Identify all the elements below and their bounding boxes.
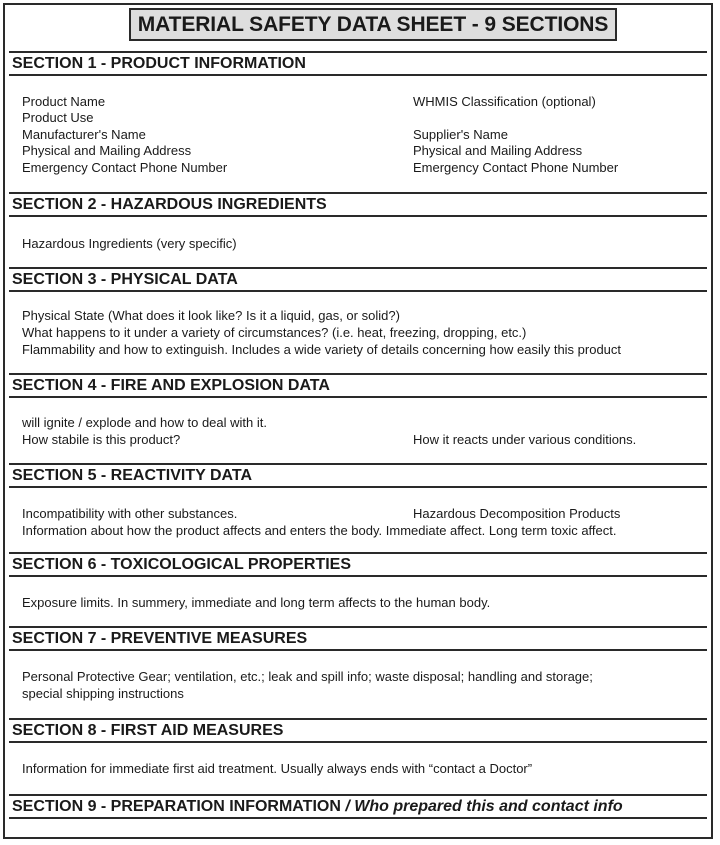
field-label: Incompatibility with other substances.: [22, 506, 238, 521]
field-label: WHMIS Classification (optional): [413, 94, 596, 109]
field-label: Manufacturer's Name: [22, 127, 146, 142]
field-label: Physical State (What does it look like? Is it a liquid, gas, or solid?): [22, 308, 400, 323]
section-heading: SECTION 1 - PRODUCT INFORMATION: [9, 51, 707, 76]
field-label: Flammability and how to extinguish. Includes a wide variety of details concerning how easily this product: [22, 342, 622, 357]
field-label: Hazardous Ingredients (very specific): [22, 236, 237, 251]
section-heading: SECTION 4 - FIRE AND EXPLOSION DATA: [9, 373, 707, 398]
section-heading: SECTION 8 - FIRST AID MEASURES: [9, 718, 707, 743]
field-label: special shipping instructions: [22, 686, 184, 701]
field-label: Product Name: [22, 94, 106, 109]
field-label: Supplier's Name: [413, 127, 508, 142]
title-wrap: [5, 8, 711, 41]
section-heading-subtitle: / Who prepared this and contact info: [340, 798, 623, 815]
page-title: MATERIAL SAFETY DATA SHEET - 9 SECTIONS: [129, 8, 618, 41]
section-heading: SECTION 5 - REACTIVITY DATA: [9, 463, 707, 488]
section-heading: SECTION 3 - PHYSICAL DATA: [9, 267, 707, 292]
section-heading-text: SECTION 9 - PREPARATION INFORMATION: [12, 798, 341, 815]
field-label: Exposure limits. In summery, immediate and long term affects to the human body.: [22, 595, 491, 610]
field-label: What happens to it under a variety of circumstances? (i.e. heat, freezing, dropping, etc.): [22, 325, 527, 340]
field-label: How it reacts under various conditions.: [413, 432, 637, 447]
section-heading: SECTION 7 - PREVENTIVE MEASURES: [9, 626, 707, 651]
section-heading: SECTION 2 - HAZARDOUS INGREDIENTS: [9, 192, 707, 217]
field-label: Personal Protective Gear; ventilation, etc.; leak and spill info; waste disposal; handling and storage;: [22, 669, 593, 684]
field-label: will ignite / explode and how to deal with it.: [22, 415, 267, 430]
field-label: Physical and Mailing Address: [22, 143, 192, 158]
field-label: Information for immediate first aid treatment. Usually always ends with “contact a Doctor”: [22, 761, 533, 776]
field-label: Hazardous Decomposition Products: [413, 506, 621, 521]
field-label: Product Use: [22, 110, 94, 125]
document-frame: [3, 3, 713, 839]
section-heading: SECTION 6 - TOXICOLOGICAL PROPERTIES: [9, 552, 707, 577]
section-heading: [9, 794, 707, 819]
field-label: Emergency Contact Phone Number: [413, 160, 619, 175]
field-label: How stabile is this product?: [22, 432, 181, 447]
field-label: Emergency Contact Phone Number: [22, 160, 228, 175]
field-label: Physical and Mailing Address: [413, 143, 583, 158]
field-label: Information about how the product affects and enters the body. Immediate affect. Long term toxic affect.: [22, 523, 617, 538]
